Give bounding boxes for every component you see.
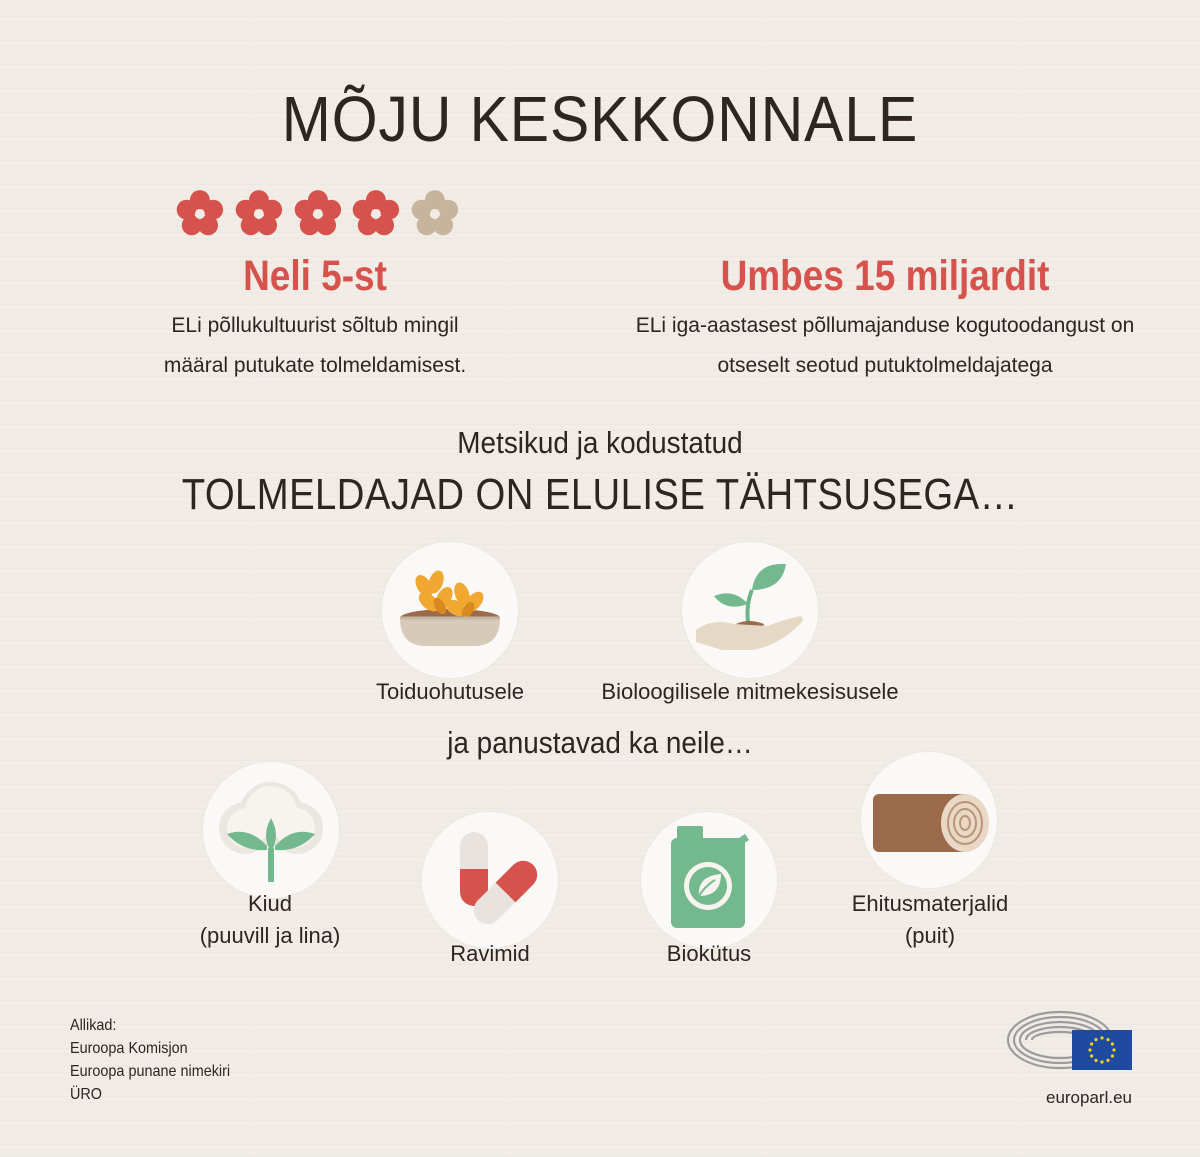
label-line: Kiud [247, 891, 293, 916]
stat-headline-share: Neli 5-st [243, 252, 387, 300]
stat-text-line: otseselt seotud putuktolmeldajatega [717, 354, 1053, 377]
site-url: europarl.eu [1045, 1088, 1132, 1107]
label-line: (puuvill ja lina) [199, 923, 341, 948]
biodiversity-circle [682, 542, 818, 678]
label-line: Ehitusmaterjalid [851, 891, 1009, 916]
stat-text-value [600, 306, 1170, 386]
fibers-circle [203, 762, 339, 898]
log-icon [861, 752, 997, 888]
label-line: (puit) [904, 923, 956, 948]
medicines-circle [422, 812, 558, 948]
cotton-icon [203, 762, 339, 898]
food-security-label: Toiduohutusele [375, 679, 524, 704]
pills-icon [422, 812, 558, 948]
medicines-label: Ravimid [450, 941, 530, 966]
stat-text-share [130, 306, 500, 386]
source-item: ÜRO [70, 1086, 103, 1103]
seedling-hand-icon [682, 542, 818, 678]
construction-materials-circle [861, 752, 997, 888]
flower-empty-icon [410, 189, 460, 239]
flower-icon [351, 189, 401, 239]
sources-heading: Allikad: [70, 1017, 117, 1034]
source-item: Euroopa punane nimekiri [70, 1063, 231, 1080]
construction-materials-label [810, 888, 1050, 952]
stat-text-line: ELi põllukultuurist sõltub mingil [171, 314, 459, 337]
biofuel-label: Biokütus [666, 941, 752, 966]
section-heading: TOLMELDAJAD ON ELULISE TÄHTSUSEGA… [181, 470, 1019, 519]
flower-icon [175, 189, 225, 239]
source-item: Euroopa Komisjon [70, 1040, 188, 1057]
grain-bowl-icon [382, 542, 518, 678]
stat-text-line: määral putukate tolmeldamisest. [163, 354, 467, 377]
biofuel-circle [641, 812, 777, 948]
rating-flowers [175, 189, 460, 241]
flower-icon [234, 189, 284, 239]
stat-text-line: ELi iga-aastasest põllumajanduse kogutoodangust on [635, 314, 1135, 337]
fibers-label [170, 888, 370, 952]
flower-icon [293, 189, 343, 239]
biodiversity-label: Bioloogilisele mitmekesisusele [601, 679, 899, 704]
section-intro: Metsikud ja kodustatud [457, 425, 743, 460]
food-security-circle [382, 542, 518, 678]
section-contribution: ja panustavad ka neile… [447, 725, 753, 760]
european-parliament-logo [1000, 1000, 1132, 1078]
fuel-canister-icon [641, 812, 777, 948]
sources-list [70, 1014, 230, 1106]
stat-headline-value: Umbes 15 miljardit [720, 252, 1050, 300]
page-title: MÕJU KESKKONNALE [281, 83, 919, 155]
